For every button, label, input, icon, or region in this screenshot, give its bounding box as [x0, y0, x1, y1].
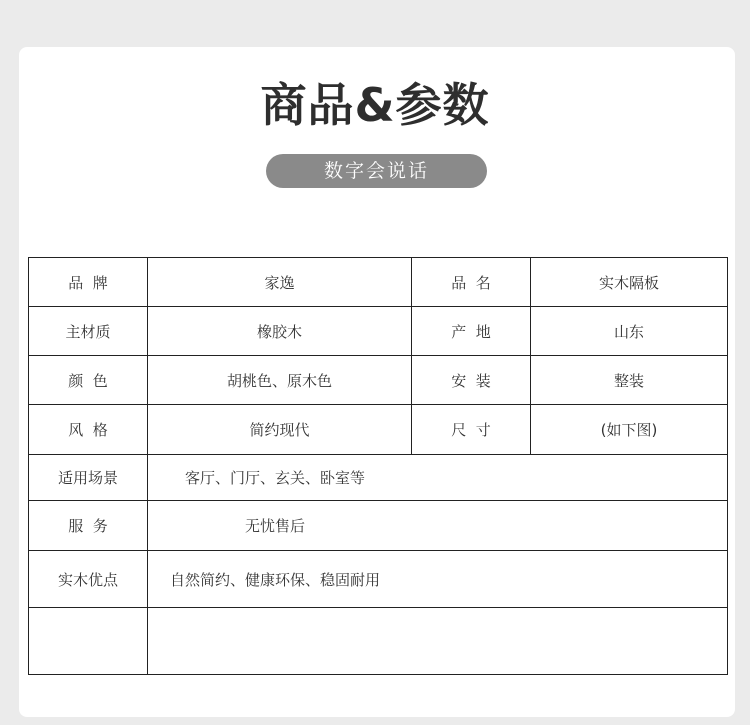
- spec-label-origin: 产 地: [412, 307, 531, 356]
- table-row: [29, 307, 728, 356]
- spec-label-style: 风 格: [29, 405, 148, 455]
- spec-label-size: 尺 寸: [412, 405, 531, 455]
- table-row: [29, 501, 728, 551]
- page-title: 商品&参数: [260, 78, 490, 132]
- spec-value-material: 橡胶木: [148, 307, 412, 356]
- spec-value-name: 实木隔板: [531, 258, 728, 307]
- spec-value-install: 整装: [531, 356, 728, 405]
- spec-value-scene: 客厅、门厅、玄关、卧室等: [148, 455, 728, 501]
- spec-label-brand: 品 牌: [29, 258, 148, 307]
- spec-value-color: 胡桃色、原木色: [148, 356, 412, 405]
- spec-label-install: 安 装: [412, 356, 531, 405]
- table-row: [29, 356, 728, 405]
- subtitle-badge: 数字会说话: [266, 154, 487, 188]
- empty-cell: [148, 608, 728, 675]
- table-row: [29, 455, 728, 501]
- empty-cell: [29, 608, 148, 675]
- spec-label-advantage: 实木优点: [29, 551, 148, 608]
- spec-label-service: 服 务: [29, 501, 148, 551]
- spec-value-style: 简约现代: [148, 405, 412, 455]
- spec-table: [28, 257, 728, 675]
- table-row: [29, 258, 728, 307]
- table-row: [29, 551, 728, 608]
- spec-label-color: 颜 色: [29, 356, 148, 405]
- spec-value-origin: 山东: [531, 307, 728, 356]
- spec-label-scene: 适用场景: [29, 455, 148, 501]
- spec-label-name: 品 名: [412, 258, 531, 307]
- spec-value-service: 无忧售后: [148, 501, 728, 551]
- spec-value-size: (如下图): [531, 405, 728, 455]
- spec-value-brand: 家逸: [148, 258, 412, 307]
- spec-label-material: 主材质: [29, 307, 148, 356]
- spec-value-advantage: 自然简约、健康环保、稳固耐用: [148, 551, 728, 608]
- table-row: [29, 405, 728, 455]
- table-row-empty: [29, 608, 728, 675]
